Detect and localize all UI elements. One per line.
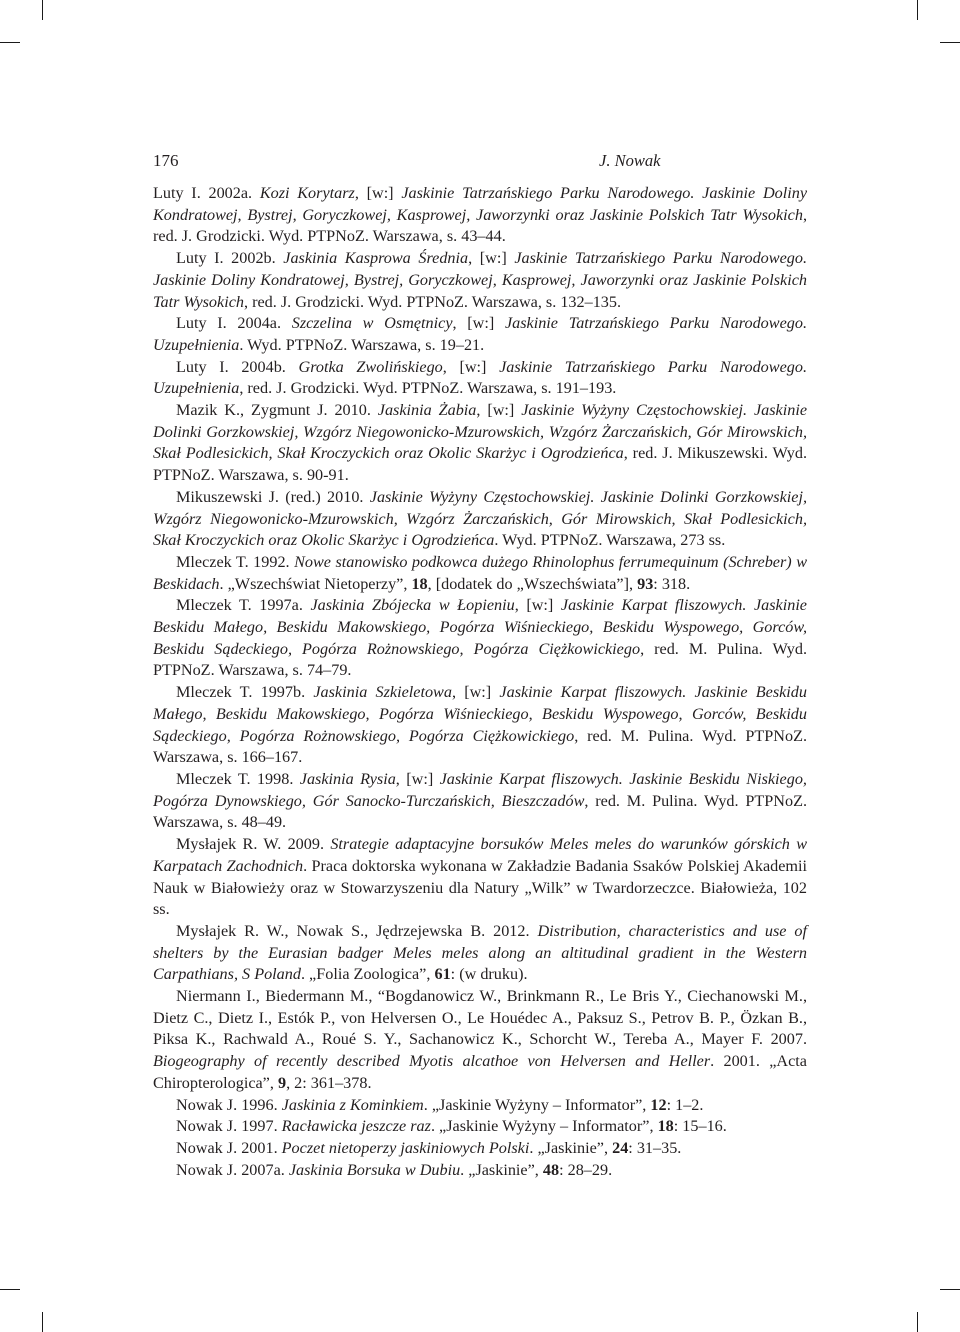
crop-mark — [917, 1312, 918, 1332]
reference-item: Luty I. 2002a. Kozi Korytarz, [w:] Jaskinie Tatrzańskiego Parku Narodowego. Jaskinie Doliny Kondratowej, Bystrej, Goryczkowej, Kasprowej, Jaworzynki oraz Jaskinie Polskich Tatr Wysokich, red. J. Grodzicki. Wyd. PTPNoZ. Warszawa, s. 43–44. — [153, 184, 808, 246]
reference-item: Nowak J. 1997. Racławicka jeszcze raz. „Jaskinie Wyżyny – Informator”, 18: 15–16. — [176, 1117, 727, 1136]
reference-item: Mleczek T. 1997b. Jaskinia Szkieletowa, [w:] Jaskinie Karpat fliszowych. Jaskinie Beskidu Małego, Beskidu Makowskiego, Pogórza Wiśnieckiego, Beskidu Wyspowego, Gorców, Beskidu Sądeckiego, Pogórza Rożnowskiego, Pogórza Ciężkowickiego, red. M. Pulina. Wyd. PTPNoZ. Warszawa, s. 166–167. — [153, 683, 808, 767]
crop-mark — [940, 42, 960, 43]
reference-item: Mysłajek R. W., Nowak S., Jędrzejewska B. 2012. Distribution, characteristics and use of shelters by the Eurasian badger Meles meles along an altitudinal gradient in the Western Carpathians, S Poland. „Folia Zoologica”, 61: (w druku). — [153, 921, 807, 984]
crop-mark — [940, 1289, 960, 1290]
reference-item: Mleczek T. 1992. Nowe stanowisko podkowca dużego Rhinolophus ferrumequinum (Schreber) w Beskidach. „Wszechświat Nietoperzy”, 18, [dodatek do „Wszechświata”], 93: 318. — [153, 552, 807, 593]
reference-item: Mysłajek R. W. 2009. Strategie adaptacyjne borsuków Meles meles do warunków górskich w Karpatach Zachodnich. Praca doktorska wykonana w Zakładzie Badania Ssaków Polskiej Akademii Nauk w Białowieży oraz w Stowarzyszeniu dla Natury „Wilk” w Twardorzeczce. Białowieża, 102 ss. — [153, 835, 808, 919]
reference-item: Mleczek T. 1997a. Jaskinia Zbójecka w Łopieniu, [w:] Jaskinie Karpat fliszowych. Jaskinie Beskidu Małego, Beskidu Makowskiego, Pogórza Wiśnieckiego, Beskidu Wyspowego, Gorców, Beskidu Sądeckiego, Pogórza Rożnowskiego, Pogórza Ciężkowickiego, red. M. Pulina. Wyd. PTPNoZ. Warszawa, s. 74–79. — [153, 596, 807, 680]
reference-item: Luty I. 2004a. Szczelina w Osmętnicy, [w:] Jaskinie Tatrzańskiego Parku Narodowego. Uzupełnienia. Wyd. PTPNoZ. Warszawa, s. 19–21. — [153, 314, 807, 354]
reference-item: Nowak J. 2001. Poczet nietoperzy jaskiniowych Polski. „Jaskinie”, 24: 31–35. — [176, 1138, 682, 1157]
crop-mark — [917, 0, 918, 20]
reference-item: Nowak J. 1996. Jaskinia z Kominkiem. „Jaskinie Wyżyny – Informator”, 12: 1–2. — [176, 1095, 704, 1114]
crop-mark — [42, 0, 43, 20]
reference-item: Nowak J. 2007a. Jaskinia Borsuka w Dubiu. „Jaskinie”, 48: 28–29. — [176, 1160, 613, 1179]
reference-list — [153, 183, 807, 1181]
reference-item: Luty I. 2002b. Jaskinia Kasprowa Średnia, [w:] Jaskinie Tatrzańskiego Parku Narodowego. Jaskinie Doliny Kondratowej, Bystrej, Goryczkowej, Kasprowej, Jaworzynki oraz Jaskinie Polskich Tatr Wysokich, red. J. Grodzicki. Wyd. PTPNoZ. Warszawa, s. 132–135. — [153, 249, 807, 311]
reference-item: Mleczek T. 1998. Jaskinia Rysia, [w:] Jaskinie Karpat fliszowych. Jaskinie Beskidu Niskiego, Pogórza Dynowskiego, Gór Sanocko-Turczańskich, Bieszczadów, red. M. Pulina. Wyd. PTPNoZ. Warszawa, s. 48–49. — [153, 769, 808, 832]
reference-item: Niermann I., Biedermann M., “Bogdanowicz W., Brinkmann R., Le Bris Y., Ciechanowski M., Dietz C., Dietz I., Estók P., von Helversen O., Le Houédec A., Paksuz S., Petrov B. P., Özkan B., Piksa K., Rachwald A., Roué S. Y., Sachanowicz K., Schorcht W., Tereba A., Mayer F. 2007. Biogeography of recently described Myotis alcathoe von Helversen and Heller. 2001. „Acta Chiropterologica”, 9, 2: 361–378. — [153, 987, 807, 1092]
crop-mark — [0, 42, 20, 43]
page-number: 176 — [153, 151, 179, 170]
reference-item: Mikuszewski J. (red.) 2010. Jaskinie Wyżyny Częstochowskiej. Jaskinie Dolinki Gorzkowskiej, Wzgórz Niegowonicko-Mzurowskich, Wzgórz Żarczańskich, Gór Mirowskich, Skał Podlesickich, Skał Kroczyckich oraz Okolic Skarżyc i Ogrodzieńca. Wyd. PTPNoZ. Warszawa, 273 ss. — [153, 487, 808, 550]
crop-mark — [0, 1289, 20, 1290]
running-head: J. Nowak — [599, 151, 661, 170]
reference-item: Mazik K., Zygmunt J. 2010. Jaskinia Żabia, [w:] Jaskinie Wyżyny Częstochowskiej. Jaskinie Dolinki Gorzkowskiej, Wzgórz Niegowonicko-Mzurowskich, Wzgórz Żarczańskich, Gór Mirowskich, Skał Podlesickich, Skał Kroczyckich oraz Okolic Skarżyc i Ogrodzieńca, red. J. Mikuszewski. Wyd. PTPNoZ. Warszawa, s. 90-91. — [153, 401, 808, 485]
crop-mark — [42, 1312, 43, 1332]
reference-item: Luty I. 2004b. Grotka Zwolińskiego, [w:] Jaskinie Tatrzańskiego Parku Narodowego. Uzupełnienia, red. J. Grodzicki. Wyd. PTPNoZ. Warszawa, s. 191–193. — [153, 357, 807, 398]
page-header — [153, 150, 807, 174]
